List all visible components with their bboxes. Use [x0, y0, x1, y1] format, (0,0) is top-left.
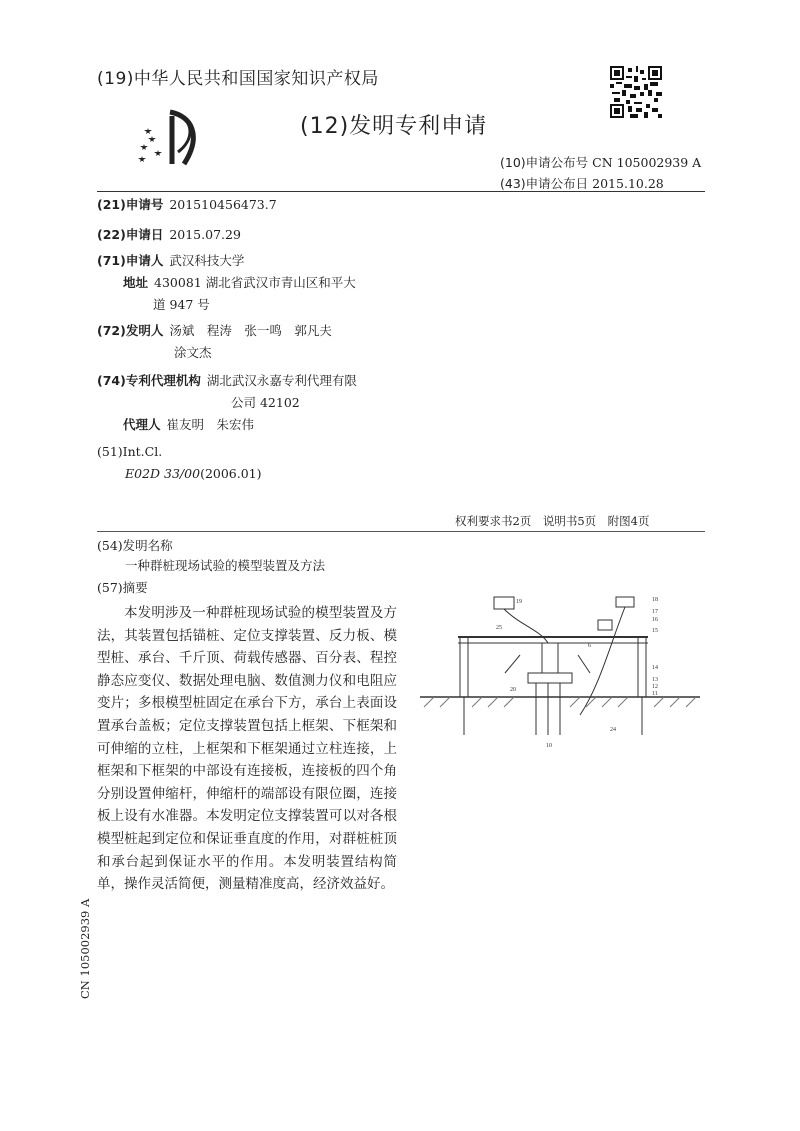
address — [123, 274, 356, 292]
pile-cap — [528, 673, 572, 683]
application-date — [97, 226, 241, 244]
title-label: (54)发明名称 — [97, 538, 173, 553]
patent-office-name: (19)中华人民共和国国家知识产权局 — [97, 69, 379, 89]
app-date-label: (22)申请日 — [97, 227, 164, 242]
pub-date-value: 2015.10.28 — [592, 176, 664, 191]
inventors-line-2: 涂文杰 — [174, 345, 212, 360]
figure-label-17: 17 — [652, 609, 658, 615]
application-number — [97, 196, 277, 214]
data-logger-box — [616, 597, 634, 607]
figure-label-20: 20 — [510, 687, 516, 693]
qr-code — [610, 66, 662, 118]
publication-number-row — [500, 153, 701, 171]
figure-label-11: 11 — [652, 691, 658, 697]
agency-line-2: 公司 42102 — [231, 395, 300, 410]
inventors-line-1: 汤斌 程涛 张一鸣 郭凡夫 — [169, 323, 332, 338]
int-cl-code: E02D 33/00 — [125, 466, 201, 481]
computer-box — [494, 597, 514, 609]
device-drawing — [410, 585, 710, 765]
figure-label-10: 10 — [546, 743, 552, 749]
cnipa-logo — [132, 106, 212, 170]
pub-date-label: (43)申请公布日 — [500, 176, 589, 191]
figure-label-14: 14 — [652, 665, 658, 671]
int-cl-value — [125, 466, 262, 481]
figure-label-13: 13 — [652, 677, 658, 683]
agent — [123, 416, 254, 434]
inventors — [97, 322, 332, 340]
patent-agency — [97, 372, 357, 390]
publication-date-row — [500, 174, 664, 192]
int-cl-label: (51)Int.Cl. — [97, 444, 163, 459]
pub-no-value: CN 105002939 A — [592, 155, 702, 170]
agency-label: (74)专利代理机构 — [97, 373, 201, 388]
int-cl-version: (2006.01) — [200, 466, 262, 481]
inventors-label: (72)发明人 — [97, 323, 164, 338]
app-date-value: 2015.07.29 — [169, 227, 241, 242]
header-divider — [97, 191, 705, 192]
address-line-2: 道 947 号 — [153, 297, 210, 312]
figure-label-25: 25 — [496, 625, 502, 631]
address-label: 地址 — [123, 275, 149, 290]
figure-label-12: 12 — [652, 684, 658, 690]
agent-label: 代理人 — [123, 417, 161, 432]
address-line-1: 430081 湖北省武汉市青山区和平大 — [154, 275, 356, 290]
applicant — [97, 252, 244, 270]
side-publication-text: CN 105002939 A — [78, 898, 92, 999]
abstract-label: (57)摘要 — [97, 580, 148, 595]
app-no-value: 201510456473.7 — [169, 197, 277, 212]
figure-label-24: 24 — [610, 727, 616, 733]
figure-label-16: 16 — [652, 617, 658, 623]
figure-label-15: 15 — [652, 628, 658, 634]
applicant-label: (71)申请人 — [97, 253, 164, 268]
abstract-text: 本发明涉及一种群桩现场试验的模型装置及方法，其装置包括锚桩、定位支撑装置、反力板、模型桩、承台、千斤顶、荷载传感器、百分表、程控静态应变仪、数据处理电脑、数值测力仪和电阻应变片；多根模型桩固定在承台下方，承台上表面设置承台盖板；定位支撑装置包括上框架、下框架和可伸缩的立柱，上框架和下框架通过立柱连接，上框架和下框架的中部设有连接板，连接板的四个角分别设置伸缩杆，伸缩杆的端部设有限位圈，连接板上设有水准器。本发明定位支撑装置可以对各根模型桩起到定位和保证垂直度的作用，对群桩桩顶和承台起到保证水平的作用。本发明装置结构简单，操作灵活简便，测量精准度高，经济效益好。 — [97, 605, 397, 893]
strain-gauge-box — [598, 620, 612, 630]
page-counts: 权利要求书2页 说明书5页 附图4页 — [455, 514, 650, 528]
section-divider — [97, 531, 705, 532]
agent-value: 崔友明 朱宏伟 — [166, 417, 255, 432]
figure-label-6: 6 — [588, 643, 591, 649]
figure-label-19: 19 — [516, 599, 522, 605]
invention-title: 一种群桩现场试验的模型装置及方法 — [125, 558, 326, 573]
document-type: (12)发明专利申请 — [300, 114, 488, 139]
side-publication-number — [77, 900, 93, 1000]
figure-label-18: 18 — [652, 597, 658, 603]
jack — [542, 643, 558, 673]
agency-line-1: 湖北武汉永嘉专利代理有限 — [206, 373, 357, 388]
applicant-value: 武汉科技大学 — [169, 253, 245, 268]
pub-no-label: (10)申请公布号 — [500, 155, 589, 170]
app-no-label: (21)申请号 — [97, 197, 164, 212]
